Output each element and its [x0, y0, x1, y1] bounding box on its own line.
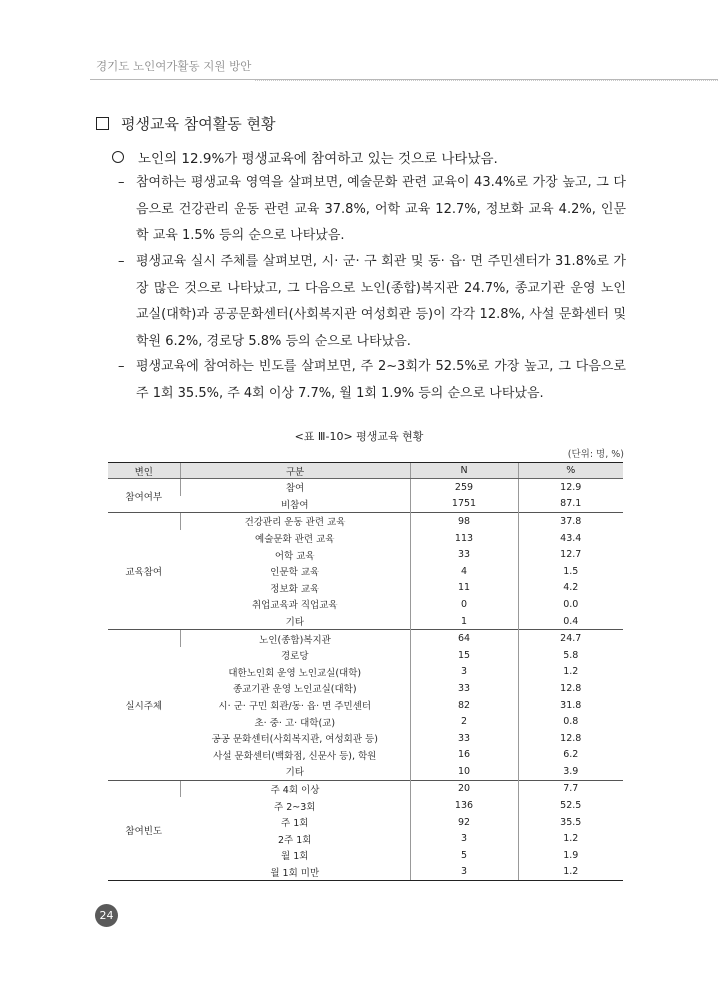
category-cell: 월 1회: [281, 851, 309, 863]
category-cell: 주 1회: [281, 818, 309, 830]
table-row: [108, 780, 623, 797]
n-cell: 33: [410, 730, 518, 747]
dash-item-text: 평생교육에 참여하는 빈도를 살펴보면, 주 2~3회가 52.5%로 가장 높고, 그 다음으로 주 1회 35.5%, 주 4회 이상 7.7%, 월 1회 1.9% 등의 순으로 나타났음.: [136, 359, 626, 401]
percent-cell: 35.5: [518, 814, 623, 831]
n-cell: 2: [410, 713, 518, 730]
n-cell: 1751: [410, 496, 518, 513]
percent-cell: 3.9: [518, 763, 623, 780]
page-number: 24: [95, 904, 118, 927]
table-row: [108, 830, 623, 847]
percent-cell: 1.2: [518, 864, 623, 881]
group-label: 참여빈도: [108, 780, 180, 881]
table-row: [108, 647, 623, 664]
percent-cell: 1.2: [518, 664, 623, 681]
table-header-row: [108, 463, 623, 479]
summary-text: 노인의 12.9%가 평생교육에 참여하고 있는 것으로 나타났음.: [138, 151, 498, 167]
percent-cell: 1.9: [518, 847, 623, 864]
group-label: 교육참여: [108, 513, 180, 630]
category-cell: 초· 중· 고· 대학(교): [254, 717, 336, 729]
table-row: [108, 697, 623, 714]
section-heading: [96, 113, 275, 134]
percent-cell: 24.7: [518, 630, 623, 647]
percent-cell: 1.2: [518, 830, 623, 847]
header-dotted-rule: [255, 80, 718, 81]
n-cell: 16: [410, 747, 518, 764]
category-cell: 정보화 교육: [270, 583, 320, 595]
table-row: [108, 479, 623, 496]
table-row: [108, 580, 623, 597]
group-label: 실시주체: [108, 630, 180, 780]
table-row: [108, 847, 623, 864]
percent-cell: 0.0: [518, 596, 623, 613]
percent-cell: 52.5: [518, 797, 623, 814]
dash-marker: –: [118, 254, 125, 269]
n-cell: 4: [410, 563, 518, 580]
category-cell: 사설 문화센터(백화점, 신문사 등), 학원: [213, 750, 377, 762]
percent-cell: 12.8: [518, 680, 623, 697]
table-caption: <표 Ⅲ-10> 평생교육 현황: [294, 430, 424, 443]
table-unit: (단위: 명, %): [567, 449, 624, 460]
table-row: [108, 763, 623, 780]
n-cell: 1: [410, 613, 518, 630]
section-title: 평생교육 참여활동 현황: [121, 115, 276, 133]
group-label: 참여여부: [108, 479, 180, 513]
category-cell: 주 4회 이상: [180, 780, 410, 797]
percent-cell: 6.2: [518, 747, 623, 764]
dash-marker: –: [118, 175, 125, 190]
square-bullet-icon: [96, 117, 109, 130]
category-cell: 월 1회 미만: [180, 864, 410, 881]
n-cell: 64: [410, 630, 518, 647]
n-cell: 82: [410, 697, 518, 714]
table-row: [108, 730, 623, 747]
n-cell: 3: [410, 830, 518, 847]
percent-cell: 7.7: [518, 780, 623, 797]
n-cell: 15: [410, 647, 518, 664]
header-n: N: [410, 463, 518, 479]
percent-cell: 5.8: [518, 647, 623, 664]
table-row: [108, 513, 623, 530]
category-cell: 어학 교육: [274, 550, 315, 562]
category-cell: 주 2~3회: [274, 801, 316, 813]
percent-cell: 12.8: [518, 730, 623, 747]
dash-marker: –: [118, 359, 125, 374]
category-cell: 2주 1회: [278, 834, 312, 846]
table-row: [108, 664, 623, 681]
dash-item-text: 평생교육 실시 주체를 살펴보면, 시· 군· 구 회관 및 동· 읍· 면 주민센터가 31.8%로 가장 많은 것으로 나타났고, 그 다음으로 노인(종합)복지관 24.7%, 종교기관 운영 노인교실(대학)과 공공문화센터(사회복지관 여성회관 등)이 각각 12.8%, 사설 문화센터 및 학원 6.2%, 경로당 5.8% 등의 순으로 나타났음.: [136, 254, 626, 349]
table-row: [108, 747, 623, 764]
table-row: [108, 496, 623, 513]
dash-item-area: [118, 170, 626, 250]
n-cell: 3: [410, 864, 518, 881]
n-cell: 92: [410, 814, 518, 831]
category-cell: 비참여: [280, 499, 309, 511]
dash-item-frequency: [118, 354, 626, 407]
n-cell: 11: [410, 580, 518, 597]
table-row: [108, 530, 623, 547]
header-variable: 변인: [108, 463, 180, 479]
n-cell: 259: [410, 479, 518, 496]
n-cell: 5: [410, 847, 518, 864]
table-row: [108, 864, 623, 881]
category-cell: 취업교육과 직업교육: [251, 600, 338, 612]
n-cell: 20: [410, 780, 518, 797]
percent-cell: 12.7: [518, 546, 623, 563]
category-cell: 건강관리 운동 관련 교육: [180, 513, 410, 530]
category-cell: 경로당: [280, 651, 309, 663]
category-cell: 기타: [285, 767, 304, 779]
n-cell: 136: [410, 797, 518, 814]
category-cell: 공공 문화센터(사회복지관, 여성회관 등): [211, 734, 378, 746]
category-cell: 시· 군· 구민 회관/동· 읍· 면 주민센터: [218, 701, 372, 713]
running-header: 경기도 노인여가활동 지원 방안: [96, 59, 252, 73]
table-row: [108, 596, 623, 613]
education-status-table: [108, 462, 623, 881]
table-row: [108, 797, 623, 814]
n-cell: 98: [410, 513, 518, 530]
percent-cell: 4.2: [518, 580, 623, 597]
category-cell: 대한노인회 운영 노인교실(대학): [228, 667, 362, 679]
category-cell: 기타: [285, 617, 304, 629]
table-row: [108, 630, 623, 647]
table-row: [108, 563, 623, 580]
n-cell: 33: [410, 546, 518, 563]
percent-cell: 0.8: [518, 713, 623, 730]
category-cell: 종교기관 운영 노인교실(대학): [232, 684, 357, 696]
percent-cell: 0.4: [518, 613, 623, 630]
header-percent: %: [518, 463, 623, 479]
n-cell: 10: [410, 763, 518, 780]
percent-cell: 31.8: [518, 697, 623, 714]
percent-cell: 1.5: [518, 563, 623, 580]
table-row: [108, 814, 623, 831]
category-cell: 노인(종합)복지관: [180, 630, 410, 647]
percent-cell: 87.1: [518, 496, 623, 513]
table-row: [108, 546, 623, 563]
n-cell: 0: [410, 596, 518, 613]
table-row: [108, 713, 623, 730]
dash-item-provider: [118, 249, 626, 355]
category-cell: 참여: [180, 479, 410, 496]
category-cell: 인문학 교육: [270, 567, 320, 579]
dash-item-text: 참여하는 평생교육 영역을 살펴보면, 예술문화 관련 교육이 43.4%로 가장 높고, 그 다음으로 건강관리 운동 관련 교육 37.8%, 어학 교육 12.7%, 정보화 교육 4.2%, 인문학 교육 1.5% 등의 순으로 나타났음.: [136, 175, 626, 243]
n-cell: 3: [410, 664, 518, 681]
percent-cell: 12.9: [518, 479, 623, 496]
n-cell: 33: [410, 680, 518, 697]
category-cell: 예술문화 관련 교육: [255, 534, 335, 546]
circle-bullet-icon: [112, 151, 124, 163]
percent-cell: 37.8: [518, 513, 623, 530]
table-row: [108, 680, 623, 697]
table-row: [108, 613, 623, 630]
header-category: 구분: [180, 463, 410, 479]
summary-bullet: [112, 147, 498, 167]
n-cell: 113: [410, 530, 518, 547]
percent-cell: 43.4: [518, 530, 623, 547]
